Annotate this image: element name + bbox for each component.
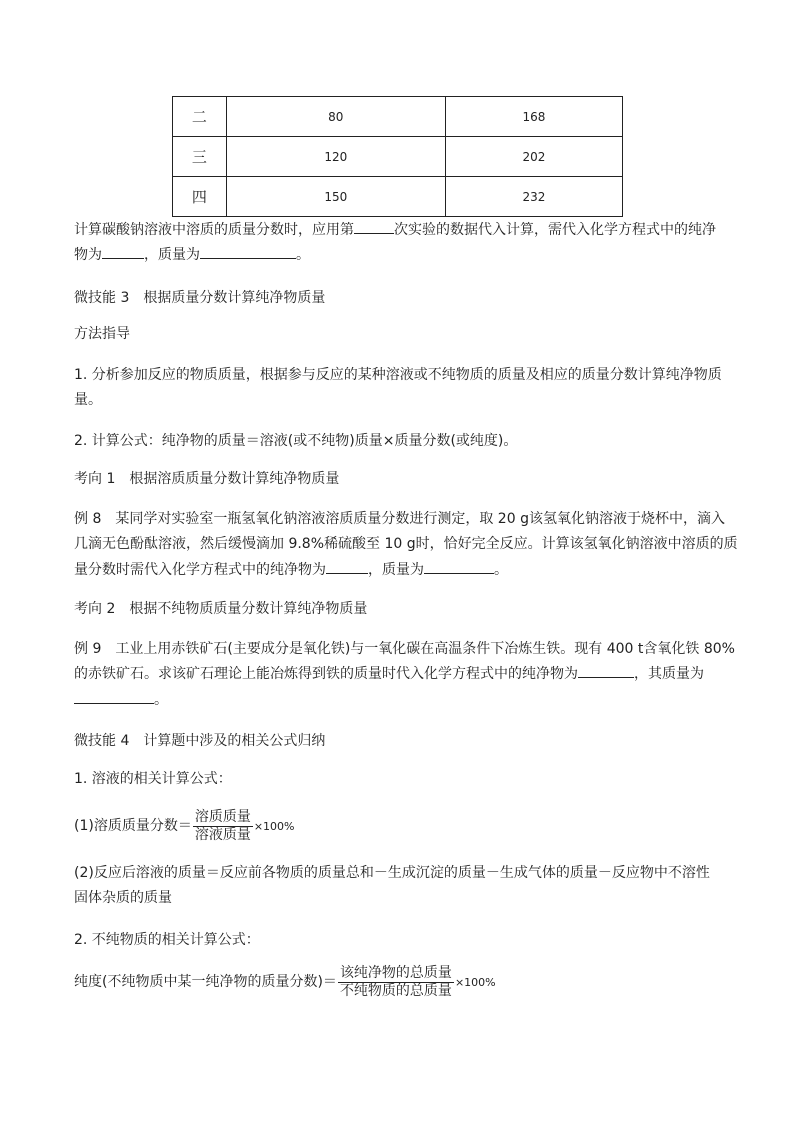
experiment-data-table: [172, 96, 623, 217]
formula-mass-fraction: (1)溶质质量分数＝ $\frac{\text{溶质质量}}{\text{溶液质量}}$ ×100%: [74, 808, 295, 843]
fraction: $\frac{\text{溶质质量}}{\text{溶液质量}}$: [194, 808, 251, 843]
example-text: 的赤铁矿石。求该矿石理论上能冶炼得到铁的质量时代入化学方程式中的纯净物为 ，其质量为: [74, 663, 724, 685]
paragraph: 2. 计算公式：纯净物的质量＝溶液(或不纯物)质量×质量分数(或纯度)。: [74, 433, 518, 449]
question-text: 物为 ，质量为 。: [74, 244, 724, 266]
method-label: 方法指导: [74, 326, 130, 342]
paragraph: (2)反应后溶液的质量＝反应前各物质的质量总和－生成沉淀的质量－生成气体的质量－反应物中不溶性: [74, 865, 710, 881]
table-row: [173, 97, 623, 137]
paragraph: 2. 不纯物质的相关计算公式：: [74, 932, 260, 948]
fraction: $\frac{\text{该纯净物的总质量}}{\text{不纯物质的总质量}}$: [339, 964, 452, 999]
paragraph: 固体杂质的质量: [74, 890, 172, 906]
example-text: 量分数时需代入化学方程式中的纯净物为 ，质量为 。: [74, 559, 724, 581]
answer-blank[interactable]: [354, 219, 394, 234]
table-cell: 四: [173, 177, 227, 217]
direction-heading: 考向 1 根据溶质质量分数计算纯净物质量: [74, 471, 340, 487]
table-cell: 二: [173, 97, 227, 137]
table-cell: 150: [226, 177, 445, 217]
example-text: 例 8 某同学对实验室一瓶氢氧化钠溶液溶质质量分数进行测定，取 20 g该氢氧化钠溶液于烧杯中，滴入: [74, 511, 725, 527]
answer-blank[interactable]: [200, 244, 296, 259]
answer-blank[interactable]: [102, 244, 144, 259]
answer-blank[interactable]: [578, 663, 634, 678]
paragraph: 1. 溶液的相关计算公式：: [74, 771, 232, 787]
example-text: 。: [74, 689, 724, 711]
section-heading: 微技能 4 计算题中涉及的相关公式归纳: [74, 733, 326, 749]
example-text: 例 9 工业上用赤铁矿石(主要成分是氧化铁)与一氧化碳在高温条件下冶炼生铁。现有 400 t含氧化铁 80%: [74, 641, 735, 657]
direction-heading: 考向 2 根据不纯物质质量分数计算纯净物质量: [74, 601, 368, 617]
table-cell: 202: [445, 137, 622, 177]
paragraph: 量。: [74, 392, 102, 408]
answer-blank[interactable]: [326, 559, 368, 574]
table-row: [173, 177, 623, 217]
paragraph: 1. 分析参加反应的物质质量，根据参与反应的某种溶液或不纯物质的质量及相应的质量分数计算纯净物质: [74, 367, 722, 383]
answer-blank[interactable]: [424, 559, 494, 574]
table-row: [173, 137, 623, 177]
table-cell: 80: [226, 97, 445, 137]
answer-blank[interactable]: [74, 689, 154, 704]
table-cell: 168: [445, 97, 622, 137]
table-cell: 120: [226, 137, 445, 177]
formula-purity: 纯度(不纯物质中某一纯净物的质量分数)＝ $\frac{\text{该纯净物的总质量}}{\text{不纯物质的总质量}}$ ×100%: [74, 964, 496, 999]
example-text: 几滴无色酚酞溶液，然后缓慢滴加 9.8%稀硫酸至 10 g时，恰好完全反应。计算该氢氧化钠溶液中溶质的质: [74, 536, 738, 552]
table-cell: 232: [445, 177, 622, 217]
section-heading: 微技能 3 根据质量分数计算纯净物质量: [74, 290, 326, 306]
question-text: 计算碳酸钠溶液中溶质的质量分数时，应用第 次实验的数据代入计算，需代入化学方程式中的纯净: [74, 219, 724, 241]
table-cell: 三: [173, 137, 227, 177]
